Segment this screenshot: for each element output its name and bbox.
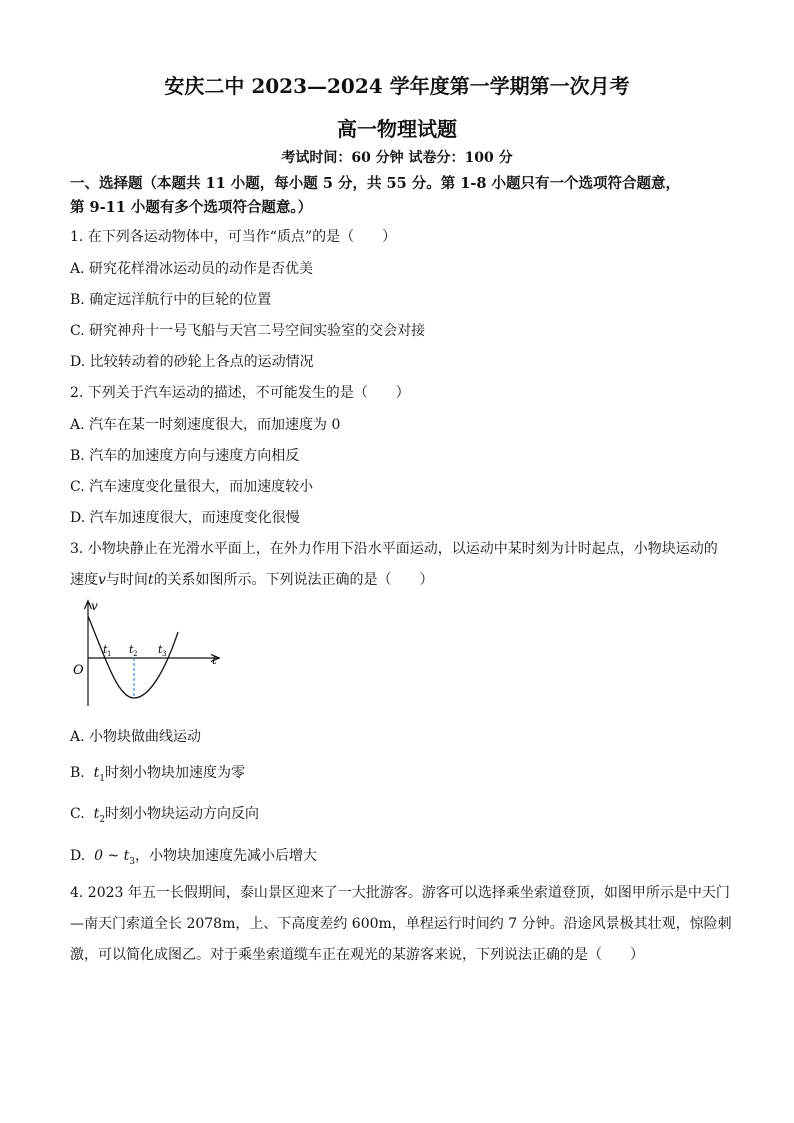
q3-option-c	[70, 803, 259, 825]
q3-stem-line1: 3. 小物块静止在光滑水平面上，在外力作用下沿水平面运动，以运动中某时刻为计时起点，小物块运动的	[70, 541, 718, 557]
t1-subscript: 1	[107, 650, 112, 658]
q2-option-d: D. 汽车加速度很大，而速度变化很慢	[70, 510, 300, 526]
q3-c-t: t	[93, 806, 100, 822]
q3-d-text: ，小物块加速度先减小后增大	[135, 848, 317, 864]
q3-c-text: 时刻小物块运动方向反向	[104, 806, 259, 822]
q1-option-a: A. 研究花样滑冰运动员的动作是否优美	[70, 261, 314, 277]
t1-label: t	[103, 643, 108, 656]
q1-option-d: D. 比较转动着的砂轮上各点的运动情况	[70, 354, 314, 370]
section-heading-line2: 第 9-11 小题有多个选项符合题意。）	[70, 199, 313, 216]
q4-stem-line3: 激，可以简化成图乙。对于乘坐索道缆车正在观光的某游客来说，下列说法正确的是（ ）	[70, 947, 644, 963]
q4-stem-line1: 4. 2023 年五一长假期间，泰山景区迎来了一大批游客。游客可以选择乘坐索道登顶，如图甲所示是中天门	[70, 885, 730, 901]
q3-stem-line2	[70, 569, 434, 589]
t2-subscript: 2	[133, 650, 138, 658]
t-symbol: t	[147, 572, 154, 588]
q1-stem: 1. 在下列各运动物体中，可当作“质点”的是（ ）	[70, 229, 397, 245]
q3-stem-mid: 与时间	[105, 572, 148, 588]
q3-d-range: 0 ~ t	[94, 848, 130, 864]
q3-d-sub: 3	[129, 856, 135, 867]
q2-option-b: B. 汽车的加速度方向与速度方向相反	[70, 448, 300, 464]
origin-label: O	[73, 663, 84, 678]
q3-option-d-prefix: D.	[70, 848, 86, 864]
q1-option-b: B. 确定远洋航行中的巨轮的位置	[70, 292, 272, 308]
q3-option-b	[70, 762, 245, 784]
subject-title: 高一物理试题	[337, 117, 457, 141]
q1-option-c: C. 研究神舟十一号飞船与天宫二号空间实验室的交会对接	[70, 323, 426, 339]
q3-option-c-prefix: C.	[70, 806, 85, 822]
q3-option-b-prefix: B.	[70, 765, 85, 781]
exam-info: 考试时间：60 分钟 试卷分：100 分	[281, 150, 513, 166]
q3-stem-post: 的关系如图所示。下列说法正确的是（ ）	[153, 572, 434, 588]
q4-stem-line2: —南天门索道全长 2078m，上、下高度差约 600m，单程运行时间约 7 分钟。沿途风景极其壮观，惊险刺	[70, 916, 732, 932]
t2-label: t	[129, 643, 134, 656]
t3-subscript: 3	[162, 650, 167, 658]
q2-stem: 2. 下列关于汽车运动的描述，不可能发生的是（ ）	[70, 385, 410, 401]
q3-c-sub: 2	[99, 814, 105, 825]
velocity-time-graph	[66, 598, 226, 710]
q3-b-t: t	[93, 765, 100, 781]
q3-b-sub: 1	[99, 773, 106, 784]
q3-b-text: 时刻小物块加速度为零	[105, 765, 246, 781]
t3-label: t	[158, 643, 163, 656]
t-axis-label: t	[212, 653, 217, 667]
q3-option-a: A. 小物块做曲线运动	[70, 729, 202, 745]
q3-option-d	[70, 845, 317, 867]
q2-option-c: C. 汽车速度变化量很大，而加速度较小	[70, 479, 314, 495]
q2-option-a: A. 汽车在某一时刻速度很大，而加速度为 0	[70, 417, 341, 433]
school-title: 安庆二中 2023—2024 学年度第一学期第一次月考	[164, 74, 630, 98]
section-heading-line1: 一、选择题（本题共 11 小题，每小题 5 分，共 55 分。第 1-8 小题只有一个选项符合题意，	[70, 175, 681, 192]
q3-stem-pre: 速度	[70, 572, 98, 588]
v-axis-label: v	[91, 599, 98, 613]
v-symbol: v	[98, 572, 106, 588]
